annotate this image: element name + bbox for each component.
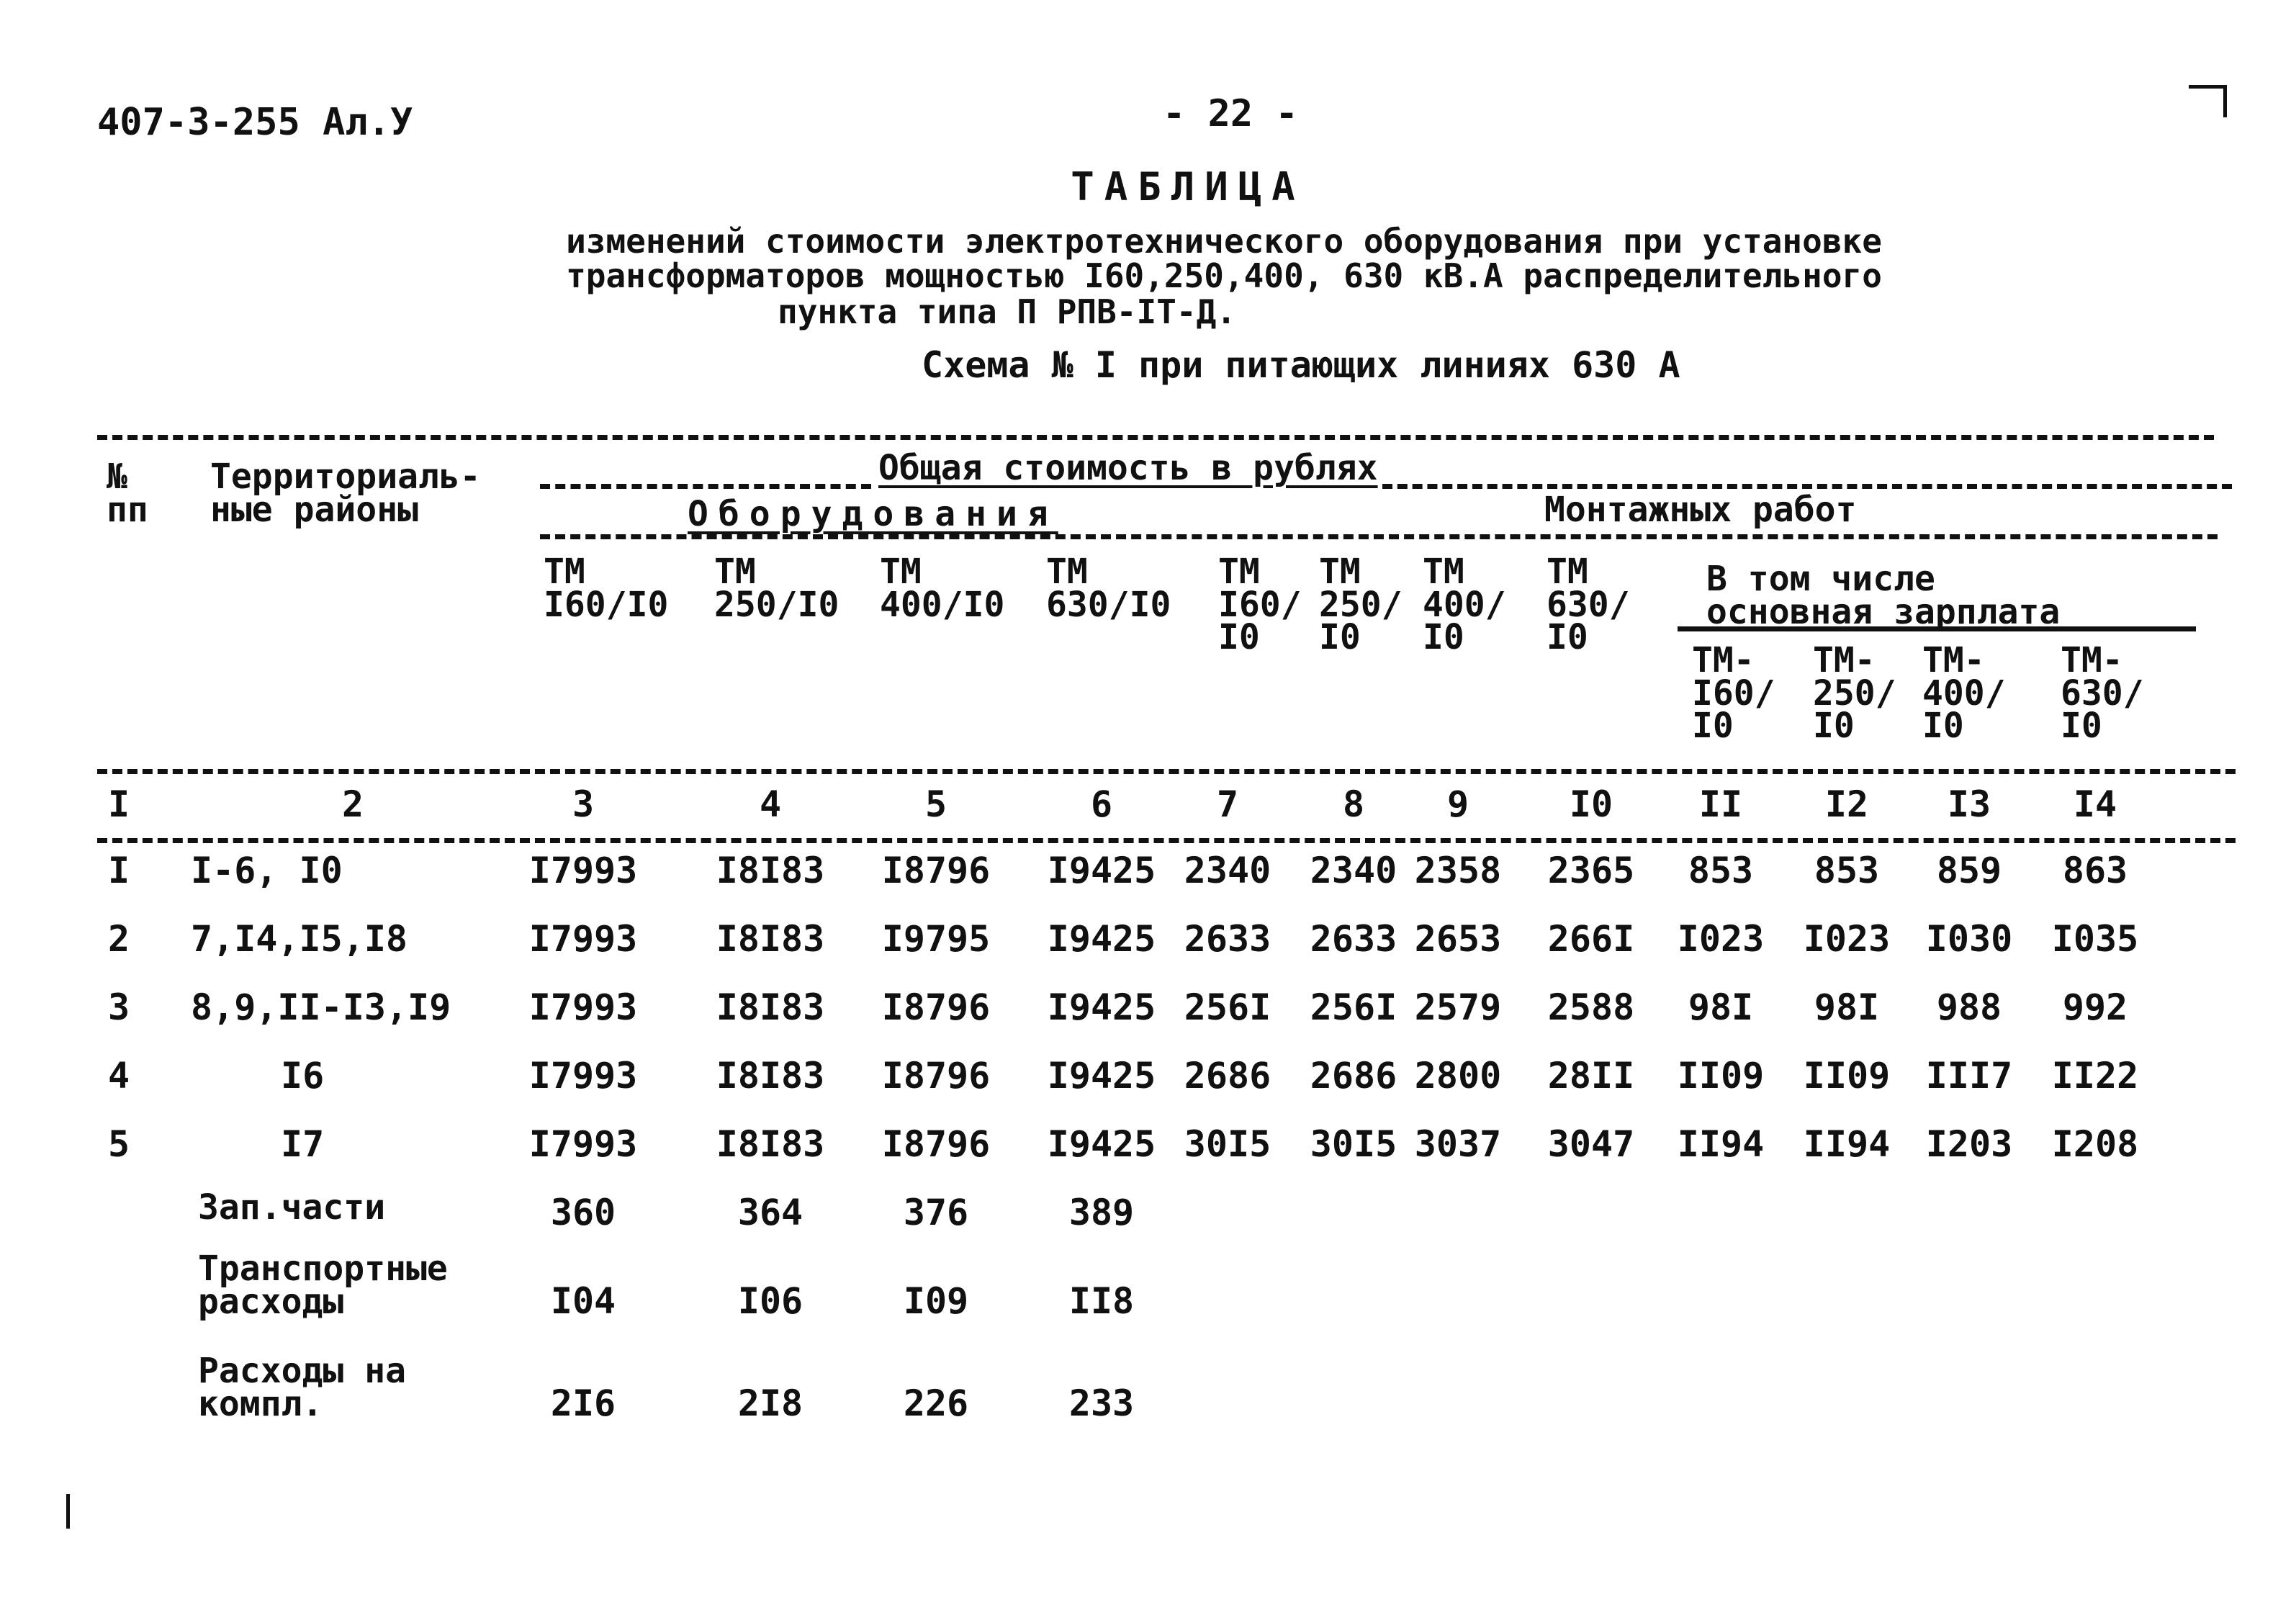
extra-row-label-line: расходы (198, 1281, 344, 1322)
table-cell: 859 (1936, 850, 2002, 891)
table-cell: I8I83 (716, 986, 825, 1028)
header-wage: В том числе основная зарплата (1706, 559, 2061, 632)
table-cell: 992 (2062, 986, 2128, 1028)
table-cell: 2340 (1184, 850, 1271, 891)
subtitle-line-3: пункта типа П РПВ-IТ-Д. (778, 292, 1236, 331)
extra-row-cell: I09 (903, 1280, 969, 1322)
row-number: 3 (107, 986, 130, 1028)
header-mounting-col: ТМ I60/ I0 (1218, 552, 1302, 658)
table-cell: I7993 (528, 918, 638, 960)
column-number: 2 (341, 783, 364, 825)
table-cell: I7993 (528, 1055, 638, 1097)
column-number: I3 (1947, 783, 1991, 825)
extra-row-cell: 376 (903, 1192, 969, 1233)
table-title: ТАБЛИЦА (1071, 164, 1305, 210)
table-cell: 3037 (1414, 1123, 1502, 1165)
table-cell: I8796 (881, 850, 991, 891)
column-number: 5 (924, 783, 947, 825)
table-cell: 2365 (1547, 850, 1635, 891)
column-number: 4 (759, 783, 782, 825)
header-equipment-col: ТМ 400/I0 (880, 552, 1005, 625)
header-equipment-col: ТМ 630/I0 (1046, 552, 1171, 625)
region-cell: I-6, I0 (191, 850, 343, 891)
extra-row-cell: 233 (1068, 1382, 1135, 1424)
column-number: 9 (1446, 783, 1469, 825)
rule-numbers-bottom (97, 838, 2236, 843)
header-regions: Территориаль- ные районы (210, 456, 481, 530)
table-cell: I035 (2051, 918, 2139, 960)
table-cell: I7993 (528, 850, 638, 891)
table-cell: 2686 (1310, 1055, 1397, 1097)
table-cell: 2588 (1547, 986, 1635, 1028)
header-equipment-col: ТМ I60/I0 (544, 552, 669, 625)
table-cell: 2686 (1184, 1055, 1271, 1097)
table-cell: II22 (2051, 1055, 2139, 1097)
row-number: 4 (107, 1055, 130, 1097)
table-cell: 98I (1814, 986, 1880, 1028)
document-code: 407-3-255 Ал.У (97, 101, 413, 144)
header-mounting-col: ТМ 250/ I0 (1319, 552, 1403, 658)
column-number: I2 (1824, 783, 1869, 825)
header-total-cost: Общая стоимость в рублях (878, 448, 1378, 488)
margin-mark (66, 1494, 70, 1529)
corner-mark (2189, 85, 2227, 117)
table-cell: I9425 (1047, 1123, 1156, 1165)
table-cell: 28II (1547, 1055, 1635, 1097)
table-cell: 2633 (1310, 918, 1397, 960)
rule-top (97, 435, 2214, 440)
table-cell: I8I83 (716, 918, 825, 960)
table-cell: III7 (1925, 1055, 2013, 1097)
table-cell: II09 (1677, 1055, 1765, 1097)
extra-row-label (198, 1187, 386, 1228)
row-number: 5 (107, 1123, 130, 1165)
header-wage-col: ТМ- 400/ I0 (1922, 640, 2006, 747)
column-number: I4 (2073, 783, 2117, 825)
header-mounting-col: ТМ 400/ I0 (1423, 552, 1506, 658)
subtitle-line-2: трансформаторов мощностью I60,250,400, 630 кВ.А распределительного (566, 256, 1882, 295)
table-cell: I8I83 (716, 1055, 825, 1097)
header-wage-col: ТМ- I60/ I0 (1692, 640, 1775, 747)
extra-row-cell: 2I6 (550, 1382, 616, 1424)
extra-row-label (198, 1249, 448, 1322)
table-cell: 2653 (1414, 918, 1502, 960)
header-wage-col: ТМ- 250/ I0 (1813, 640, 1896, 747)
extra-row-cell: I06 (737, 1280, 803, 1322)
region-cell: 8,9,II-I3,I9 (191, 986, 451, 1028)
table-cell: I023 (1677, 918, 1765, 960)
subtitle-line-1: изменений стоимости электротехнического оборудования при установке (566, 222, 1882, 261)
table-cell: I023 (1803, 918, 1891, 960)
table-cell: I9425 (1047, 1055, 1156, 1097)
extra-row-label-line: Расходы на (198, 1351, 406, 1391)
table-cell: I8I83 (716, 1123, 825, 1165)
rule-subgroups (540, 534, 2218, 539)
table-cell: 30I5 (1184, 1123, 1271, 1165)
header-wage-col: ТМ- 630/ I0 (2061, 640, 2144, 747)
column-number: 3 (572, 783, 595, 825)
extra-row-label-line: Зап.части (198, 1187, 386, 1228)
table-cell: II94 (1803, 1123, 1891, 1165)
column-number: 7 (1216, 783, 1239, 825)
table-cell: 2340 (1310, 850, 1397, 891)
table-cell: I8796 (881, 1123, 991, 1165)
table-cell: II09 (1803, 1055, 1891, 1097)
extra-row-cell: II8 (1068, 1280, 1135, 1322)
extra-row-cell: 2I8 (737, 1382, 803, 1424)
table-cell: 30I5 (1310, 1123, 1397, 1165)
extra-row-label-line: Транспортные (198, 1249, 448, 1289)
table-cell: 98I (1688, 986, 1754, 1028)
extra-row-cell: 389 (1068, 1192, 1135, 1233)
column-number: 6 (1090, 783, 1113, 825)
table-cell: 256I (1184, 986, 1271, 1028)
table-cell: I9795 (881, 918, 991, 960)
page-number: - 22 - (1163, 92, 1298, 135)
table-cell: I8796 (881, 1055, 991, 1097)
extra-row-cell: I04 (550, 1280, 616, 1322)
table-cell: I7993 (528, 986, 638, 1028)
column-number: 8 (1342, 783, 1365, 825)
extra-row-cell: 364 (737, 1192, 803, 1233)
header-mounting-col: ТМ 630/ I0 (1547, 552, 1630, 658)
extra-row-cell: 360 (550, 1192, 616, 1233)
row-number: I (107, 850, 130, 891)
table-cell: I030 (1925, 918, 2013, 960)
header-equipment-col: ТМ 250/I0 (714, 552, 839, 625)
header-equipment: Оборудования (688, 494, 1058, 534)
extra-row-cell: 226 (903, 1382, 969, 1424)
rule-total-right (1382, 484, 2232, 489)
row-number: 2 (107, 918, 130, 960)
region-cell: 7,I4,I5,I8 (191, 918, 408, 960)
table-cell: I9425 (1047, 918, 1156, 960)
header-mounting: Монтажных работ (1544, 490, 1857, 530)
table-cell: 266I (1547, 918, 1635, 960)
table-cell: I203 (1925, 1123, 2013, 1165)
table-cell: 863 (2062, 850, 2128, 891)
column-number: I0 (1569, 783, 1613, 825)
table-cell: I7993 (528, 1123, 638, 1165)
table-cell: 853 (1688, 850, 1754, 891)
rule-header-bottom (97, 769, 2236, 774)
table-cell: 2633 (1184, 918, 1271, 960)
table-cell: 2358 (1414, 850, 1502, 891)
extra-row-label-line: компл. (198, 1383, 323, 1424)
table-cell: 988 (1936, 986, 2002, 1028)
table-cell: 853 (1814, 850, 1880, 891)
table-cell: 2800 (1414, 1055, 1502, 1097)
region-cell: I7 (281, 1123, 325, 1165)
table-cell: 256I (1310, 986, 1397, 1028)
table-cell: I208 (2051, 1123, 2139, 1165)
table-cell: I8I83 (716, 850, 825, 891)
header-number: № пп (107, 456, 148, 530)
table-cell: II94 (1677, 1123, 1765, 1165)
extra-row-label (198, 1351, 406, 1424)
table-cell: I9425 (1047, 986, 1156, 1028)
region-cell: I6 (281, 1055, 325, 1097)
table-cell: I9425 (1047, 850, 1156, 891)
table-cell: 2579 (1414, 986, 1502, 1028)
scheme-caption: Схема № I при питающих линиях 630 А (922, 344, 1680, 386)
table-cell: 3047 (1547, 1123, 1635, 1165)
column-number: II (1698, 783, 1743, 825)
column-number: I (107, 783, 130, 825)
table-cell: I8796 (881, 986, 991, 1028)
rule-total-left (540, 484, 871, 489)
